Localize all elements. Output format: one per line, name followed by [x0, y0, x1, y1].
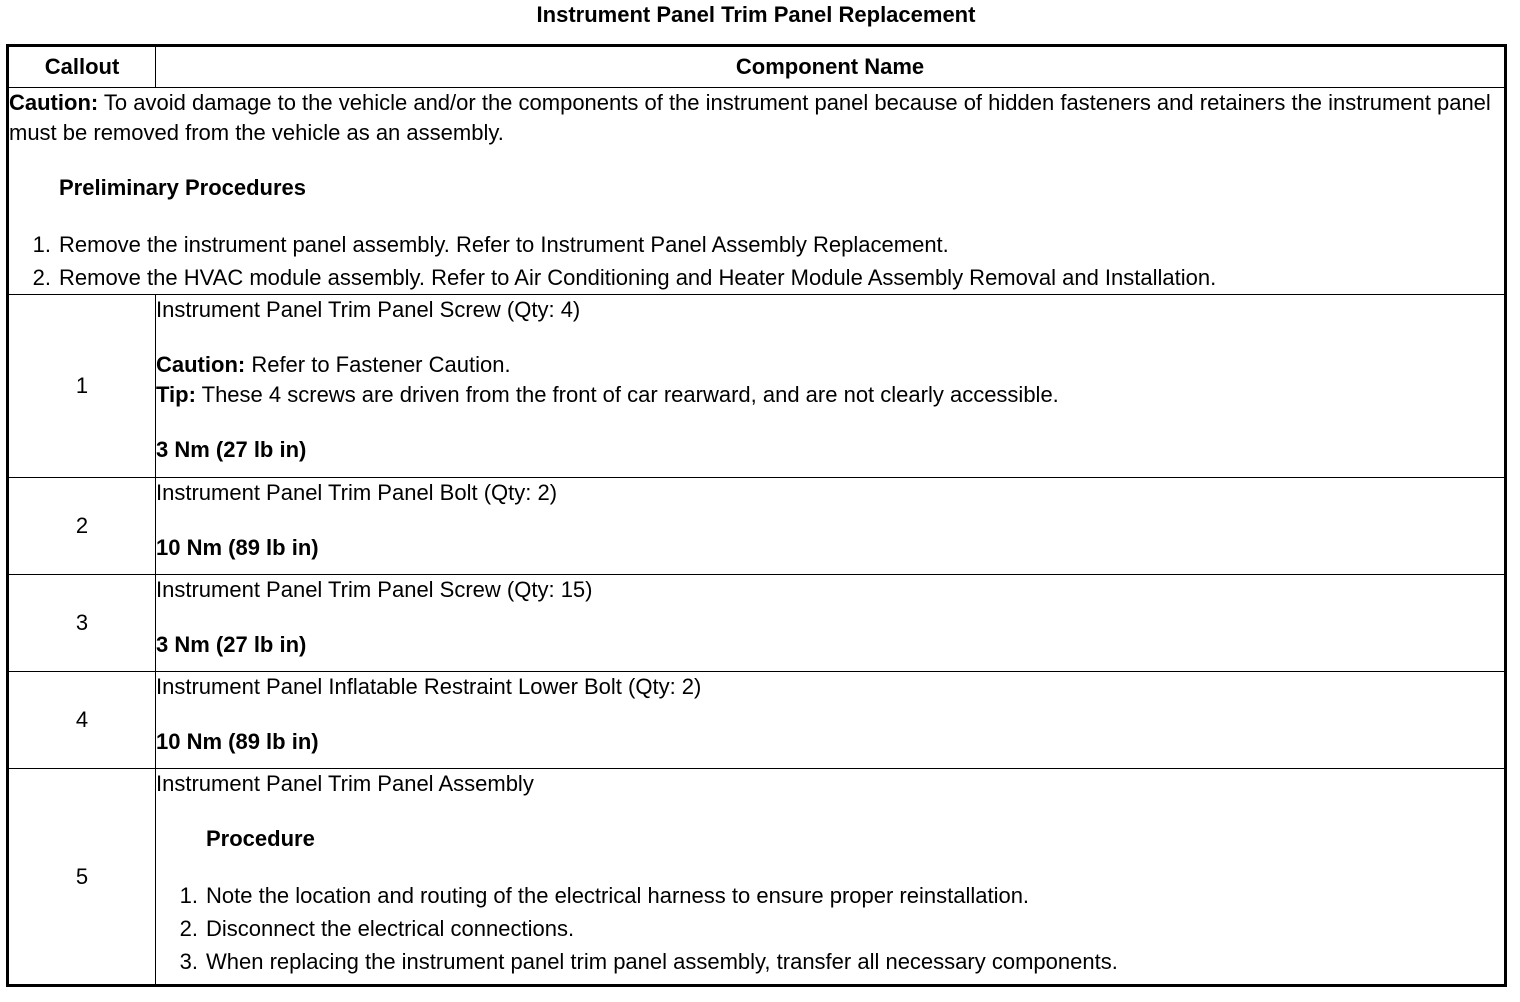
callout-number: 3 [8, 575, 156, 672]
preliminary-steps [9, 228, 1504, 294]
torque-spec: 10 Nm (89 lb in) [156, 535, 319, 560]
torque-spec: 3 Nm (27 lb in) [156, 437, 307, 462]
list-item: 2. Disconnect the electrical connections. [179, 916, 575, 941]
list-item: 2. Remove the HVAC module assembly. Refer to Air Conditioning and Heater Module Assembly Removal and Installation. [32, 265, 1217, 290]
preliminary-procedures-heading: Preliminary Procedures [59, 175, 307, 200]
header-component-name: Component Name [156, 46, 1506, 88]
list-item: 1. Note the location and routing of the electrical harness to ensure proper reinstallation. [179, 883, 1030, 908]
callout-number: 4 [8, 672, 156, 769]
table-row [8, 672, 1506, 769]
intro-caution [9, 88, 1504, 148]
list-item: 3. When replacing the instrument panel trim panel assembly, transfer all necessary components. [179, 949, 1118, 974]
component-name: Instrument Panel Trim Panel Bolt (Qty: 2) [156, 480, 558, 505]
table-row [8, 295, 1506, 478]
component-cell [156, 672, 1506, 769]
table-row [8, 575, 1506, 672]
intro-cell [8, 88, 1506, 295]
document-title: Instrument Panel Trim Panel Replacement [536, 2, 976, 27]
component-name: Instrument Panel Trim Panel Screw (Qty: 15) [156, 577, 593, 602]
procedure-heading: Procedure [206, 826, 315, 851]
component-name: Instrument Panel Trim Panel Screw (Qty: 4) [156, 297, 581, 322]
callout-number: 1 [8, 295, 156, 478]
row-tip: Tip: These 4 screws are driven from the front of car rearward, and are not clearly accessible. [156, 382, 1059, 407]
component-cell [156, 575, 1506, 672]
caution-label: Caution: [9, 90, 99, 115]
component-name: Instrument Panel Trim Panel Assembly [156, 771, 534, 796]
table-row [8, 478, 1506, 575]
component-cell [156, 295, 1506, 478]
callout-number: 2 [8, 478, 156, 575]
list-item: 1. Remove the instrument panel assembly. Refer to Instrument Panel Assembly Replacement. [32, 232, 949, 257]
table-header-row [8, 46, 1506, 88]
component-name: Instrument Panel Inflatable Restraint Lower Bolt (Qty: 2) [156, 674, 702, 699]
row-caution: Caution: Refer to Fastener Caution. [156, 352, 511, 377]
table-row [8, 769, 1506, 986]
torque-spec: 10 Nm (89 lb in) [156, 729, 319, 754]
header-callout: Callout [8, 46, 156, 88]
caution-text: To avoid damage to the vehicle and/or the components of the instrument panel because of hidden fasteners and retainers the instrument panel must be removed from the vehicle as an assembly. [9, 90, 1491, 145]
component-cell [156, 478, 1506, 575]
intro-row [8, 88, 1506, 295]
procedure-steps [156, 879, 1504, 978]
torque-spec: 3 Nm (27 lb in) [156, 632, 307, 657]
callout-number: 5 [8, 769, 156, 986]
component-cell [156, 769, 1506, 986]
procedure-table [6, 44, 1507, 987]
